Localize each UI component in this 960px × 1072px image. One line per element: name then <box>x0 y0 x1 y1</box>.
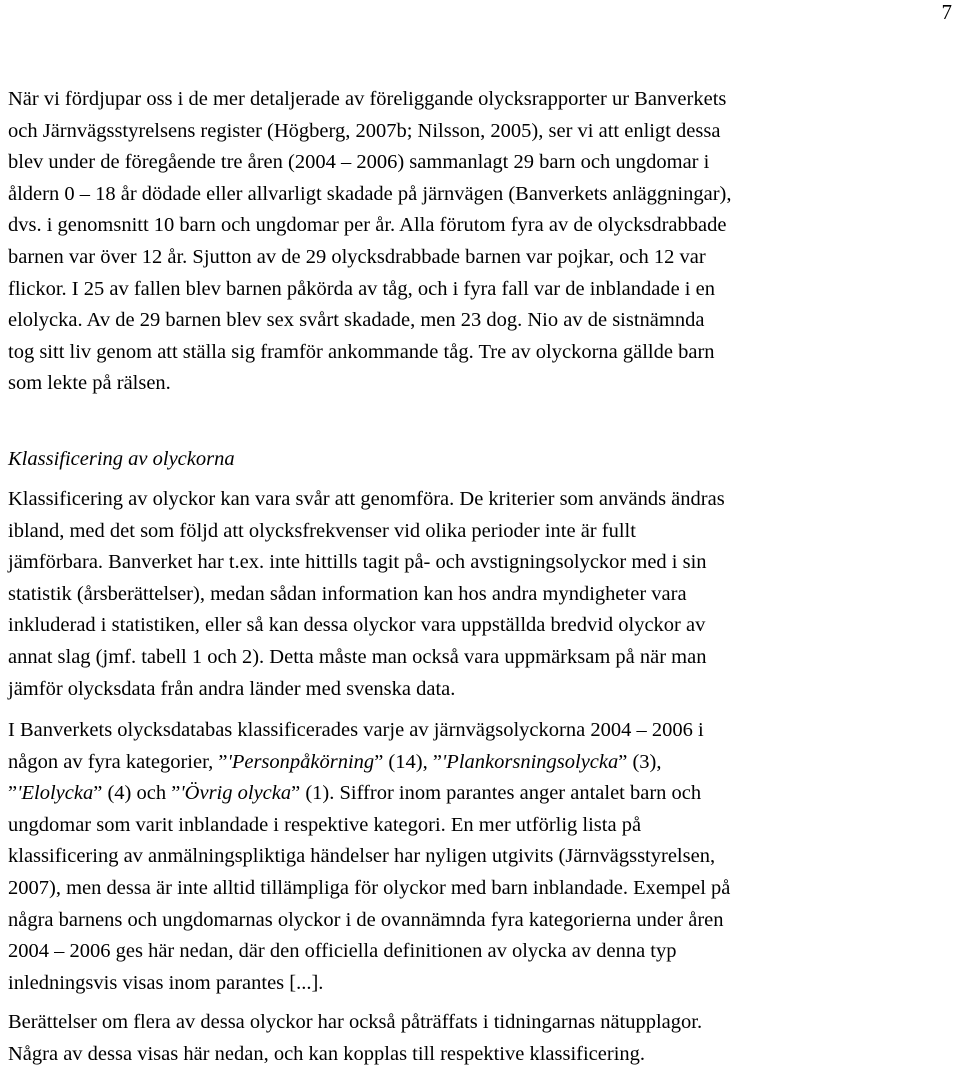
text-run: ” (3), <box>618 750 662 773</box>
text-line: åldern 0 – 18 år dödade eller allvarligt skadade på järnvägen (Banverkets anläggningar), <box>8 182 732 205</box>
text-line: inledningsvis visas inom parantes [...]. <box>8 971 324 994</box>
text-line: blev under de föregående tre åren (2004 – 2006) sammanlagt 29 barn och ungdomar i <box>8 151 710 174</box>
text-line: inkluderad i statistiken, eller så kan dessa olyckor vara uppställda bredvid olyckor av <box>8 614 706 637</box>
text-run: ” (1). Siffror inom parantes anger antalet barn och <box>291 782 702 805</box>
text-line: barnen var över 12 år. Sjutton av de 29 olycksdrabbade barnen var pojkar, och 12 var <box>8 245 706 268</box>
text-line <box>8 778 954 810</box>
paragraph-newspaper <box>8 1007 954 1070</box>
text-line <box>8 747 954 779</box>
text-line: som lekte på rälsen. <box>8 372 171 395</box>
text-line: När vi fördjupar oss i de mer detaljerade av föreliggande olycksrapporter ur Banverkets <box>8 88 727 110</box>
text-line: ungdomar som varit inblandade i respektive kategori. En mer utförlig lista på <box>8 813 642 836</box>
paragraph-categories <box>8 715 954 999</box>
text-line: annat slag (jmf. tabell 1 och 2). Detta måste man också vara uppmärksam på när man <box>8 645 707 668</box>
text-line: flickor. I 25 av fallen blev barnen påkörda av tåg, och i fyra fall var de inblandade i en <box>8 277 715 300</box>
text-run: ” (14), ” <box>374 750 442 773</box>
text-line: jämförbara. Banverket har t.ex. inte hittills tagit på- och avstigningsolyckor med i sin <box>8 551 707 574</box>
text-line: 2007), men dessa är inte alltid tillämpliga för olyckor med barn inblandade. Exempel på <box>8 876 731 899</box>
paragraph-intro <box>8 84 954 400</box>
text-line: 2004 – 2006 ges här nedan, där den officiella definitionen av olycka av denna typ <box>8 940 677 963</box>
section-heading: Klassificering av olyckorna <box>8 448 235 470</box>
text-run: ” (4) och ” <box>93 782 181 805</box>
text-run: ” <box>8 782 18 805</box>
text-line: I Banverkets olycksdatabas klassificerades varje av järnvägsolyckorna 2004 – 2006 i <box>8 719 704 741</box>
text-line: Berättelser om flera av dessa olyckor har också påträffats i tidningarnas nätupplagor. <box>8 1011 703 1033</box>
category-plankorsningsolycka: 'Plankorsningsolycka <box>441 750 619 773</box>
text-line: ibland, med det som följd att olycksfrekvenser vid olika perioder inte är fullt <box>8 519 636 542</box>
text-run: någon av fyra kategorier, ” <box>8 750 228 773</box>
paragraph-classification <box>8 484 954 705</box>
text-line: jämför olycksdata från andra länder med svenska data. <box>8 677 456 700</box>
category-elolycka: 'Elolycka <box>17 782 94 805</box>
text-line: tog sitt liv genom att ställa sig framför ankommande tåg. Tre av olyckorna gällde barn <box>8 340 715 363</box>
text-line: några barnens och ungdomarnas olyckor i de ovannämnda fyra kategorierna under åren <box>8 908 724 931</box>
text-line: och Järnvägsstyrelsens register (Högberg, 2007b; Nilsson, 2005), ser vi att enligt dessa <box>8 119 721 142</box>
category-personpakorning: 'Personpåkörning <box>227 750 375 773</box>
category-ovrig-olycka: 'Övrig olycka <box>180 782 292 805</box>
text-line: dvs. i genomsnitt 10 barn och ungdomar per år. Alla förutom fyra av de olycksdrabbade <box>8 214 727 237</box>
text-line: statistik (årsberättelser), medan sådan information kan hos andra myndigheter vara <box>8 582 687 605</box>
page-number: 7 <box>941 0 952 24</box>
text-line: Klassificering av olyckor kan vara svår att genomföra. De kriterier som används ändras <box>8 488 725 510</box>
text-line: klassificering av anmälningspliktiga händelser har nyligen utgivits (Järnvägsstyrelsen, <box>8 845 716 868</box>
text-line: elolycka. Av de 29 barnen blev sex svårt skadade, men 23 dog. Nio av de sistnämnda <box>8 309 705 332</box>
text-line: Några av dessa visas här nedan, och kan kopplas till respektive klassificering. <box>8 1042 646 1065</box>
